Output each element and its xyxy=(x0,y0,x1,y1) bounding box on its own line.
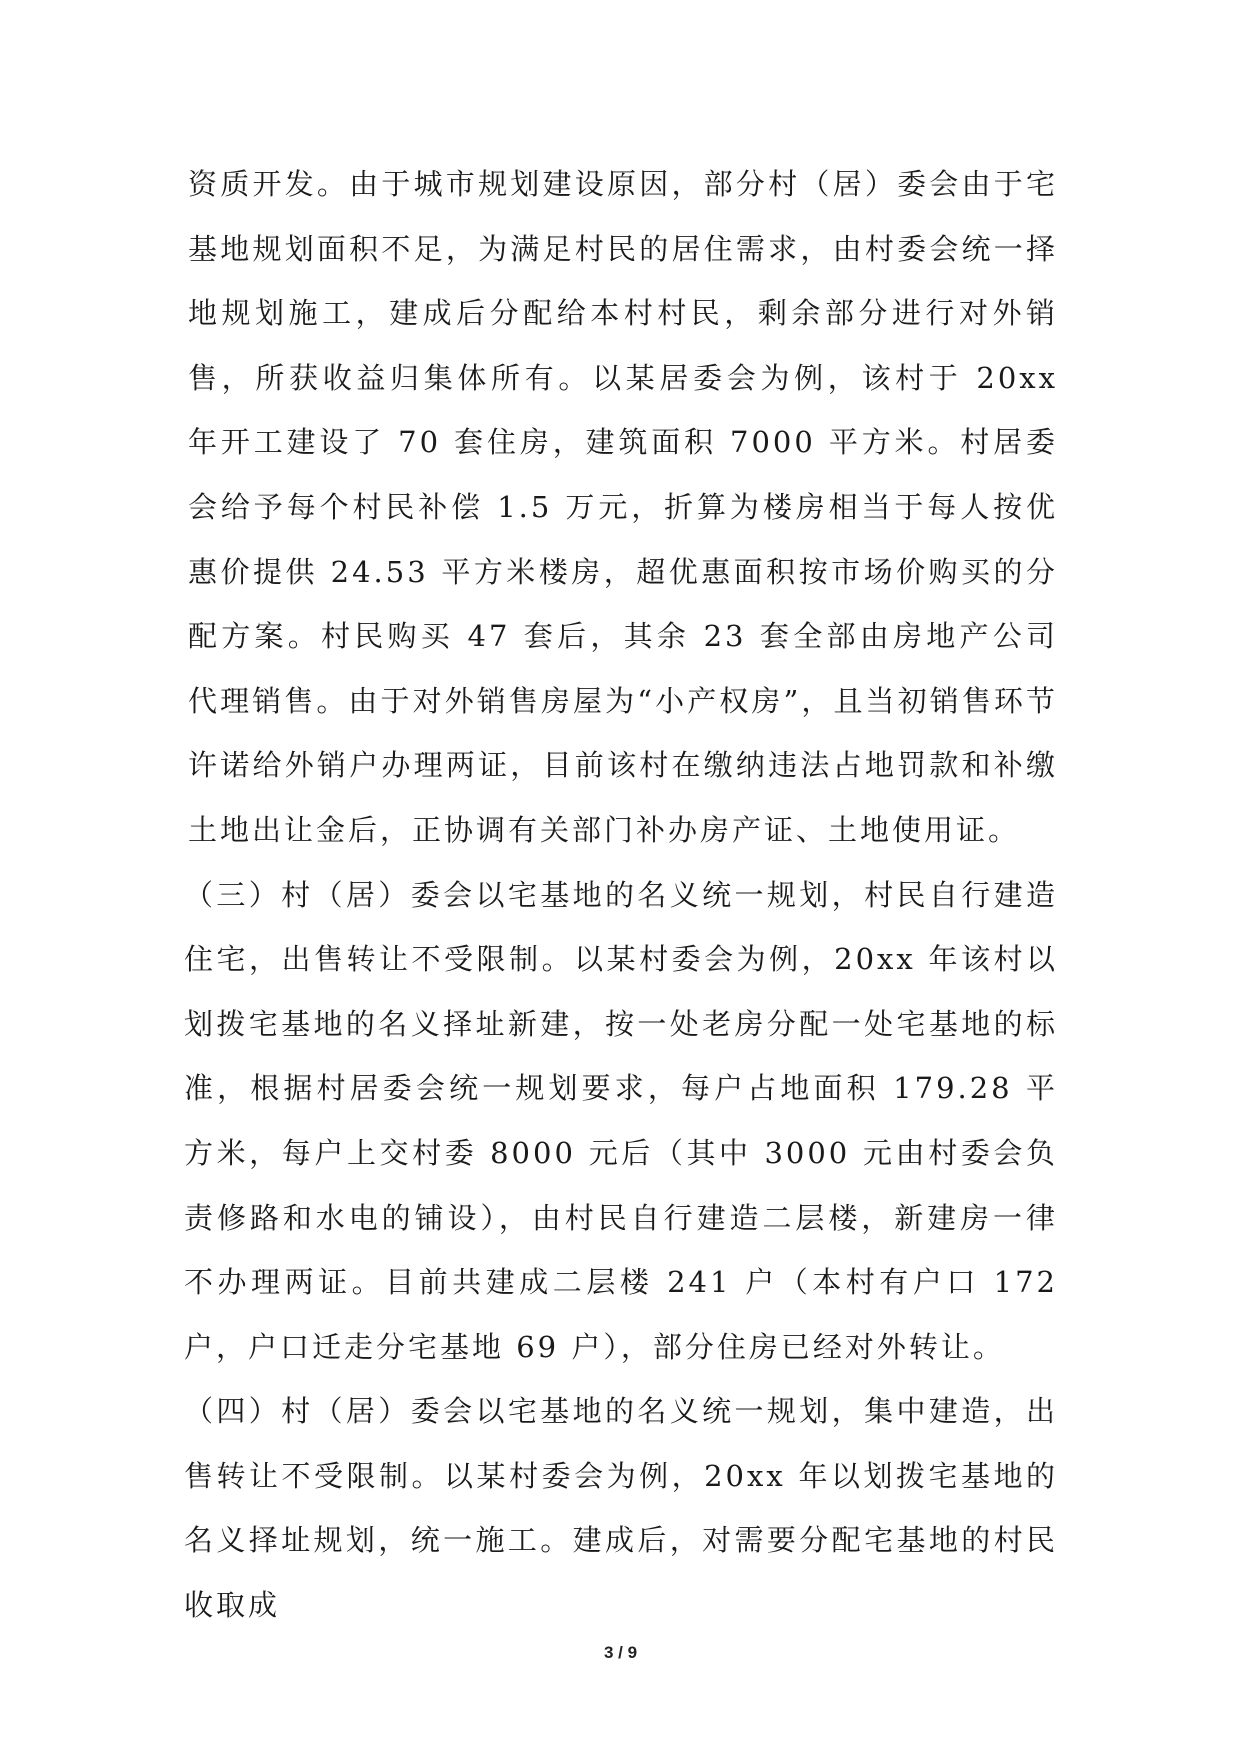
paragraph-3: （四）村（居）委会以宅基地的名义统一规划，集中建造，出售转让不受限制。以某村委会为例，20xx 年以划拨宅基地的名义择址规划，统一施工。建成后，对需要分配宅基地的村民收取成 xyxy=(184,1394,1058,1623)
paragraph-1: 资质开发。由于城市规划建设原因，部分村（居）委会由于宅基地规划面积不足，为满足村民的居住需求，由村委会统一择地规划施工，建成后分配给本村村民，剩余部分进行对外销售，所获收益归集体所有。以某居委会为例，该村于 20xx 年开工建设了 70 套住房，建筑面积 7000 平方米。村居委会给予每个村民补偿 1.5 万元，折算为楼房相当于每人按优惠价提供 24.53 平方米楼房，超优惠面积按市场价购买的分配方案。村民购买 47 套后，其余 23 套全部由房地产公司代理销售。由于对外销售房屋为“小产权房”，且当初销售环节许诺给外销户办理两证，目前该村在缴纳违法占地罚款和补缴土地出让金后，正协调有关部门补办房产证、土地使用证。 xyxy=(188,167,1058,847)
paragraph-2: （三）村（居）委会以宅基地的名义统一规划，村民自行建造住宅，出售转让不受限制。以某村委会为例，20xx 年该村以划拨宅基地的名义择址新建，按一处老房分配一处宅基地的标准，根据村居委会统一规划要求，每户占地面积 179.28 平方米，每户上交村委 8000 元后（其中 3000 元由村委会负责修路和水电的铺设），由村民自行建造二层楼，新建房一律不办理两证。目前共建成二层楼 241 户（本村有户口 172 户，户口迁走分宅基地 69 户），部分住房已经对外转让。 xyxy=(184,877,1058,1364)
page-number: 3 / 9 xyxy=(603,1643,638,1662)
body-text xyxy=(184,152,1058,1638)
